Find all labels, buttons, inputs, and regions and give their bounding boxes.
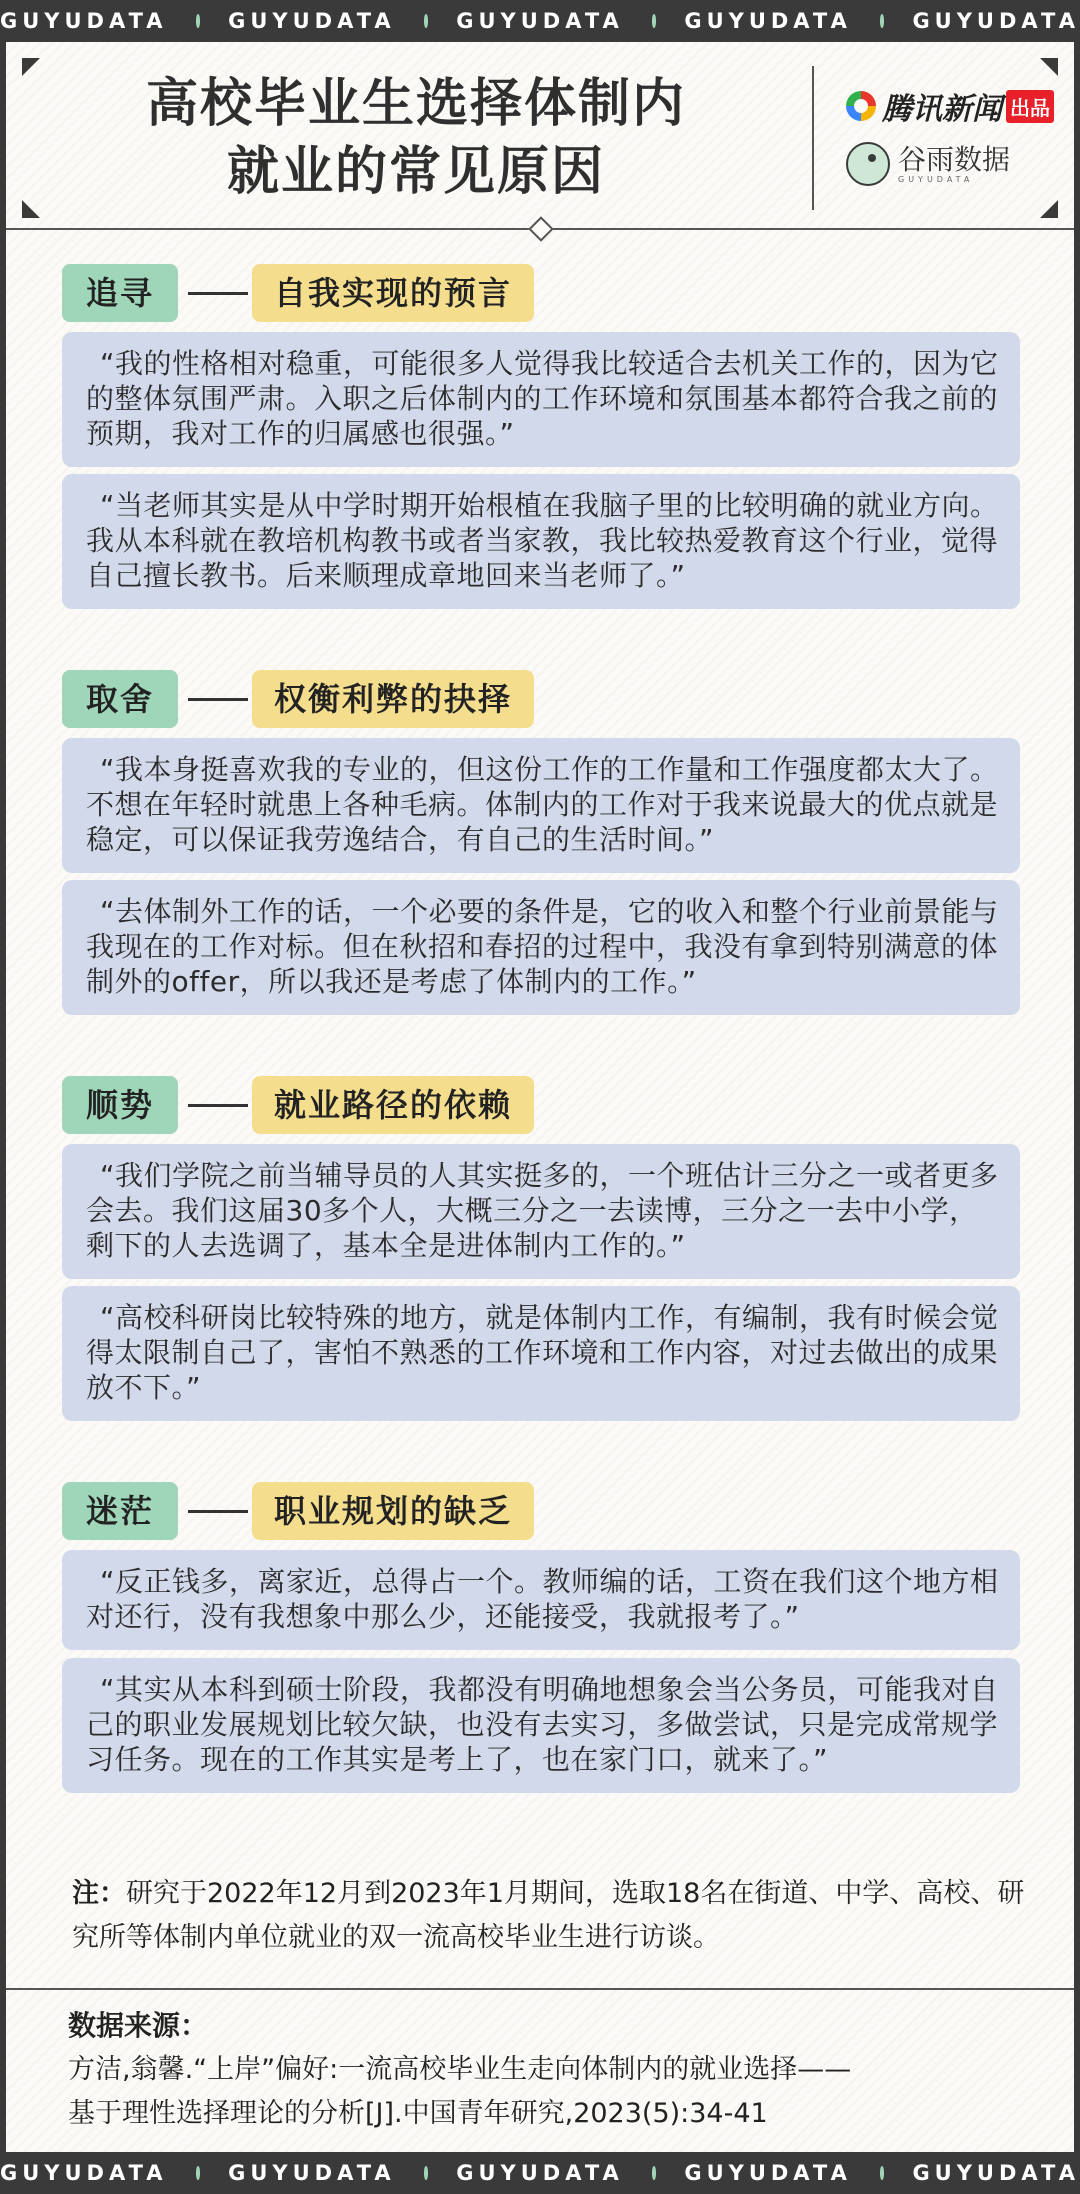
source-ref-line-2: 基于理性选择理论的分析[J].中国青年研究,2023(5):34-41 [68,2098,768,2129]
banner-word: GUYUDATA [228,2161,396,2185]
quote-card: “我本身挺喜欢我的专业的，但这份工作的工作量和工作强度都太大了。不想在年轻时就患上各种毛病。体制内的工作对于我来说最大的优点就是稳定，可以保证我劳逸结合，有自己的生活时间。” [62,738,1020,873]
data-source [68,2004,1028,2136]
section-subtitle: 自我实现的预言 [252,264,534,322]
connector-line [188,1104,248,1107]
guyu-logo-en: GUYUDATA [898,174,974,184]
corner-mark [22,58,40,76]
quote-card: “当老师其实是从中学时期开始根植在我脑子里的比较明确的就业方向。我从本科就在教培机构教书或者当家教，我比较热爱教育这个行业，觉得自己擅长教书。后来顺理成章地回来当老师了。” [62,474,1020,609]
note-text: 研究于2022年12月到2023年1月期间，选取18名在街道、中学、高校、研究所等体制内单位就业的双一流高校毕业生进行访谈。 [72,1878,1025,1953]
quote-card: “高校科研岗比较特殊的地方，就是体制内工作，有编制，我有时候会觉得太限制自己了，害怕不熟悉的工作环境和工作内容，对过去做出的成果放不下。” [62,1286,1020,1421]
quote-card: “我的性格相对稳重，可能很多人觉得我比较适合去机关工作的，因为它的整体氛围严肃。入职之后体制内的工作环境和氛围基本都符合我之前的预期，我对工作的归属感也很强。” [62,332,1020,467]
diamond-ornament [528,216,553,241]
quote-card: “我们学院之前当辅导员的人其实挺多的，一个班估计三分之一或者更多会去。我们这届30多个人，大概三分之一去读博，三分之一去中小学，剩下的人去选调了，基本全是进体制内工作的。” [62,1144,1020,1279]
banner-word: GUYUDATA [228,9,396,33]
guyu-data-logo [846,142,1010,186]
banner-dot [880,14,885,28]
tencent-news-logo [846,86,1054,126]
tencent-logo-tag: 出品 [1006,90,1054,123]
section-subtitle: 权衡利弊的抉择 [252,670,534,728]
bottom-banner [0,2152,1080,2194]
banner-word: GUYUDATA [912,9,1080,33]
banner-dot [652,14,657,28]
section-tradeoff [62,670,1022,998]
header-divider [812,66,814,210]
banner-dot [880,2166,885,2180]
source-label: 数据来源： [68,2009,209,2042]
banner-dot [424,14,429,28]
connector-line [188,698,248,701]
section-tag: 顺势 [62,1076,178,1134]
section-confusion [62,1482,1022,1776]
guyu-bird-icon [846,142,890,186]
corner-mark [1040,200,1058,218]
banner-word: GUYUDATA [0,9,168,33]
top-banner [0,0,1080,42]
banner-dot [652,2166,657,2180]
source-divider [6,1988,1074,1990]
guyu-logo-text: 谷雨数据 [898,142,1011,176]
note-label: 注： [72,1878,126,1909]
source-ref-line-1: 方洁,翁馨.“上岸”偏好:一流高校毕业生走向体制内的就业选择—— [68,2054,852,2085]
banner-word: GUYUDATA [456,9,624,33]
banner-word: GUYUDATA [456,2161,624,2185]
section-path [62,1076,1022,1404]
section-subtitle: 职业规划的缺乏 [252,1482,534,1540]
banner-dot [424,2166,429,2180]
title-line-2: 就业的常见原因 [226,142,605,202]
banner-word: GUYUDATA [684,9,852,33]
banner-word: GUYUDATA [0,2161,168,2185]
section-tag: 迷茫 [62,1482,178,1540]
banner-word: GUYUDATA [684,2161,852,2185]
banner-word: GUYUDATA [912,2161,1080,2185]
section-subtitle: 就业路径的依赖 [252,1076,534,1134]
quote-card: “去体制外工作的话，一个必要的条件是，它的收入和整个行业前景能与我现在的工作对标。但在秋招和春招的过程中，我没有拿到特别满意的体制外的offer，所以我还是考虑了体制内的工作。” [62,880,1020,1015]
page-title [66,70,766,206]
content-card [6,42,1074,2152]
quote-card: “反正钱多，离家近，总得占一个。教师编的话，工资在我们这个地方相对还行，没有我想象中那么少，还能接受，我就报考了。” [62,1550,1020,1650]
section-tag: 追寻 [62,264,178,322]
corner-mark [22,200,40,218]
quote-card: “其实从本科到硕士阶段，我都没有明确地想象会当公务员，可能我对自己的职业发展规划比较欠缺，也没有去实习，多做尝试，只是完成常规学习任务。现在的工作其实是考上了，也在家门口，就来了。” [62,1658,1020,1793]
corner-mark [1040,58,1058,76]
banner-dot [196,2166,201,2180]
study-note [72,1872,1032,1960]
connector-line [188,292,248,295]
tencent-bell-icon [846,91,876,121]
connector-line [188,1510,248,1513]
tencent-logo-text: 腾讯新闻 [882,92,1002,127]
title-line-1: 高校毕业生选择体制内 [145,74,686,134]
banner-dot [196,14,201,28]
section-pursuit [62,264,1022,592]
section-tag: 取舍 [62,670,178,728]
